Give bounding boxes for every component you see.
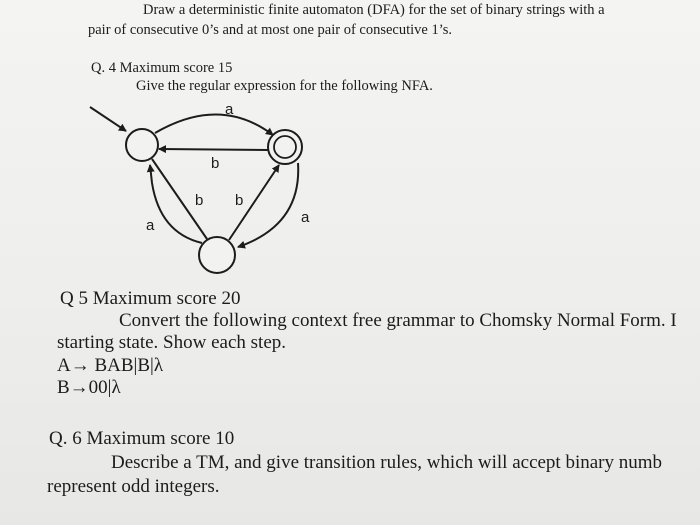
q5-text-line1: Convert the following context free grammar to Chomsky Normal Form. I: [119, 310, 677, 331]
edge-final-to-start-b: [159, 149, 268, 150]
edge-final-to-bottom-a: [238, 163, 298, 247]
state-bottom: [199, 237, 235, 273]
q5-heading: Q 5 Maximum score 20: [60, 288, 241, 309]
label-edge-left-a: a: [146, 217, 155, 234]
nfa-diagram: [80, 95, 320, 285]
label-edge-middle: b: [211, 155, 220, 172]
start-arrow: [90, 107, 126, 131]
q4-prompt: Give the regular expression for the following NFA.: [136, 78, 433, 94]
q4-heading: Q. 4 Maximum score 15: [91, 60, 233, 76]
state-start: [126, 129, 158, 161]
label-edge-right-a: a: [301, 209, 310, 226]
q5-text-line2: starting state. Show each step.: [57, 332, 287, 353]
q5-rule-b: B→00|λ: [57, 377, 121, 398]
q6-heading: Q. 6 Maximum score 10: [49, 428, 235, 449]
q6-text-line2: represent odd integers.: [47, 476, 220, 497]
label-edge-right-b: b: [235, 192, 244, 209]
edge-start-to-final-a: [155, 114, 273, 135]
label-edge-left-b: b: [195, 192, 204, 209]
q6-text-line1: Describe a TM, and give transition rules, which will accept binary numb: [111, 452, 663, 473]
label-edge-top: a: [225, 101, 234, 118]
q5-rule-a: A→ BAB|B|λ: [57, 355, 164, 376]
q3-text-line1: Draw a deterministic finite automaton (DFA) for the set of binary strings with a: [143, 2, 605, 18]
q3-text-line2: pair of consecutive 0’s and at most one pair of consecutive 1’s.: [88, 22, 453, 38]
